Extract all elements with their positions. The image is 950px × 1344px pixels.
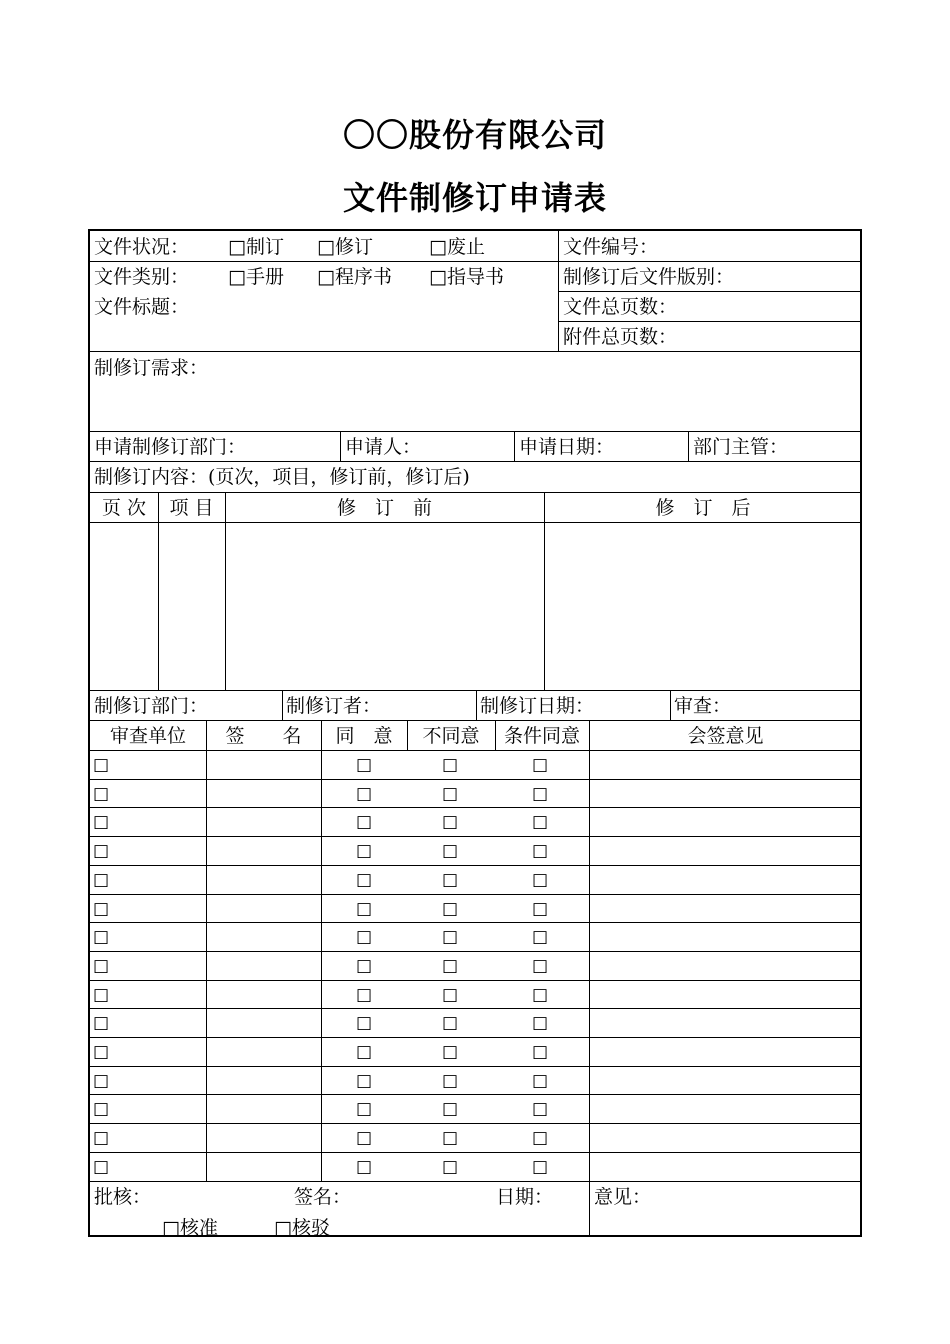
hdr-conditional: 条件同意 (503, 725, 580, 747)
hdr-agree: 同 意 (335, 725, 393, 747)
revision-date-label: 制修订日期： (480, 695, 595, 717)
review-unit-checkbox[interactable]: □ (93, 1128, 110, 1149)
conditional-checkbox[interactable]: □ (532, 841, 549, 862)
agree-checkbox[interactable]: □ (356, 755, 373, 775)
disagree-checkbox[interactable]: □ (442, 1042, 459, 1062)
col-after: 修 订 后 (655, 497, 751, 519)
hdr-signature: 签 名 (225, 725, 302, 747)
disagree-checkbox[interactable]: □ (442, 898, 459, 919)
status-option-revise[interactable]: □修订 (317, 236, 373, 258)
doc-number-label: 文件编号： (563, 236, 659, 258)
hdr-review-unit: 审查单位 (109, 725, 186, 747)
revision-request-form (88, 229, 862, 1237)
doc-title-label: 文件标题： (94, 296, 190, 318)
agree-checkbox[interactable]: □ (356, 1042, 373, 1062)
form-title: 文件制修订申请表 (342, 179, 607, 217)
request-date-label: 申请日期： (519, 436, 615, 458)
agree-checkbox[interactable]: □ (356, 955, 373, 976)
col-item: 项 目 (169, 497, 214, 519)
disagree-checkbox[interactable]: □ (442, 812, 459, 833)
category-label: 文件类别： (94, 266, 190, 288)
conditional-checkbox[interactable]: □ (532, 1099, 549, 1120)
applicant-label: 申请人： (345, 436, 422, 458)
review-unit-checkbox[interactable]: □ (93, 984, 110, 1005)
review-unit-checkbox[interactable]: □ (93, 1042, 110, 1062)
review-unit-checkbox[interactable]: □ (93, 812, 110, 833)
content-label: 制修订内容：(页次，项目，修订前，修订后) (94, 466, 470, 488)
disagree-checkbox[interactable]: □ (442, 783, 459, 804)
approve-opinion-label: 意见： (594, 1186, 652, 1208)
agree-checkbox[interactable]: □ (356, 1156, 373, 1177)
review-unit-checkbox[interactable]: □ (93, 1099, 110, 1120)
category-option-procedure[interactable]: □程序书 (317, 266, 392, 288)
status-label: 文件状况： (94, 236, 190, 258)
disagree-checkbox[interactable]: □ (442, 1156, 459, 1177)
col-before: 修 订 前 (336, 497, 432, 519)
conditional-checkbox[interactable]: □ (532, 1070, 549, 1091)
revision-author-label: 制修订者： (286, 695, 382, 717)
conditional-checkbox[interactable]: □ (532, 812, 549, 833)
review-unit-checkbox[interactable]: □ (93, 955, 110, 976)
review-unit-checkbox[interactable]: □ (93, 869, 110, 890)
agree-checkbox[interactable]: □ (356, 1070, 373, 1091)
conditional-checkbox[interactable]: □ (532, 1042, 549, 1062)
request-dept-label: 申请制修订部门： (94, 436, 247, 458)
agree-checkbox[interactable]: □ (356, 1128, 373, 1149)
approve-label: 批核： (94, 1186, 152, 1208)
disagree-checkbox[interactable]: □ (442, 955, 459, 976)
needs-label: 制修订需求： (94, 357, 209, 379)
conditional-checkbox[interactable]: □ (532, 1013, 549, 1034)
approve-sign-label: 签名： (294, 1186, 352, 1208)
agree-checkbox[interactable]: □ (356, 783, 373, 804)
review-unit-checkbox[interactable]: □ (93, 1156, 110, 1177)
approve-option-accept[interactable]: □核准 (162, 1217, 218, 1239)
disagree-checkbox[interactable]: □ (442, 1013, 459, 1034)
conditional-checkbox[interactable]: □ (532, 955, 549, 976)
agree-checkbox[interactable]: □ (356, 898, 373, 919)
manager-label: 部门主管： (693, 436, 789, 458)
col-page: 页 次 (101, 497, 147, 519)
conditional-checkbox[interactable]: □ (532, 984, 549, 1005)
approve-option-reject[interactable]: □核驳 (274, 1217, 330, 1239)
disagree-checkbox[interactable]: □ (442, 869, 459, 890)
disagree-checkbox[interactable]: □ (442, 1070, 459, 1091)
category-option-guide[interactable]: □指导书 (429, 266, 504, 288)
disagree-checkbox[interactable]: □ (442, 927, 459, 948)
review-unit-checkbox[interactable]: □ (93, 1070, 110, 1091)
total-pages-label: 文件总页数： (563, 296, 678, 318)
revision-dept-label: 制修订部门： (94, 695, 209, 717)
status-option-abolish[interactable]: □废止 (429, 236, 485, 258)
review-unit-checkbox[interactable]: □ (93, 783, 110, 804)
status-option-create[interactable]: □制订 (228, 236, 284, 258)
disagree-checkbox[interactable]: □ (442, 755, 459, 775)
review-unit-checkbox[interactable]: □ (93, 755, 110, 775)
disagree-checkbox[interactable]: □ (442, 984, 459, 1005)
version-label: 制修订后文件版别： (563, 266, 735, 288)
approve-date-label: 日期： (496, 1186, 554, 1208)
agree-checkbox[interactable]: □ (356, 1013, 373, 1034)
review-unit-checkbox[interactable]: □ (93, 898, 110, 919)
conditional-checkbox[interactable]: □ (532, 783, 549, 804)
hdr-countersign-opinion: 会签意见 (687, 725, 764, 747)
review-unit-checkbox[interactable]: □ (93, 841, 110, 862)
conditional-checkbox[interactable]: □ (532, 927, 549, 948)
conditional-checkbox[interactable]: □ (532, 898, 549, 919)
review-unit-checkbox[interactable]: □ (93, 927, 110, 948)
review-label: 审查： (674, 695, 732, 717)
review-unit-checkbox[interactable]: □ (93, 1013, 110, 1034)
agree-checkbox[interactable]: □ (356, 841, 373, 862)
conditional-checkbox[interactable]: □ (532, 869, 549, 890)
agree-checkbox[interactable]: □ (356, 812, 373, 833)
conditional-checkbox[interactable]: □ (532, 755, 549, 775)
agree-checkbox[interactable]: □ (356, 869, 373, 890)
agree-checkbox[interactable]: □ (356, 927, 373, 948)
conditional-checkbox[interactable]: □ (532, 1128, 549, 1149)
disagree-checkbox[interactable]: □ (442, 1099, 459, 1120)
category-option-manual[interactable]: □手册 (228, 266, 284, 288)
company-name: 〇〇股份有限公司 (342, 116, 607, 154)
agree-checkbox[interactable]: □ (356, 984, 373, 1005)
agree-checkbox[interactable]: □ (356, 1099, 373, 1120)
disagree-checkbox[interactable]: □ (442, 841, 459, 862)
hdr-disagree: 不同意 (422, 725, 480, 747)
conditional-checkbox[interactable]: □ (532, 1156, 549, 1177)
attachment-pages-label: 附件总页数： (563, 326, 678, 348)
disagree-checkbox[interactable]: □ (442, 1128, 459, 1149)
